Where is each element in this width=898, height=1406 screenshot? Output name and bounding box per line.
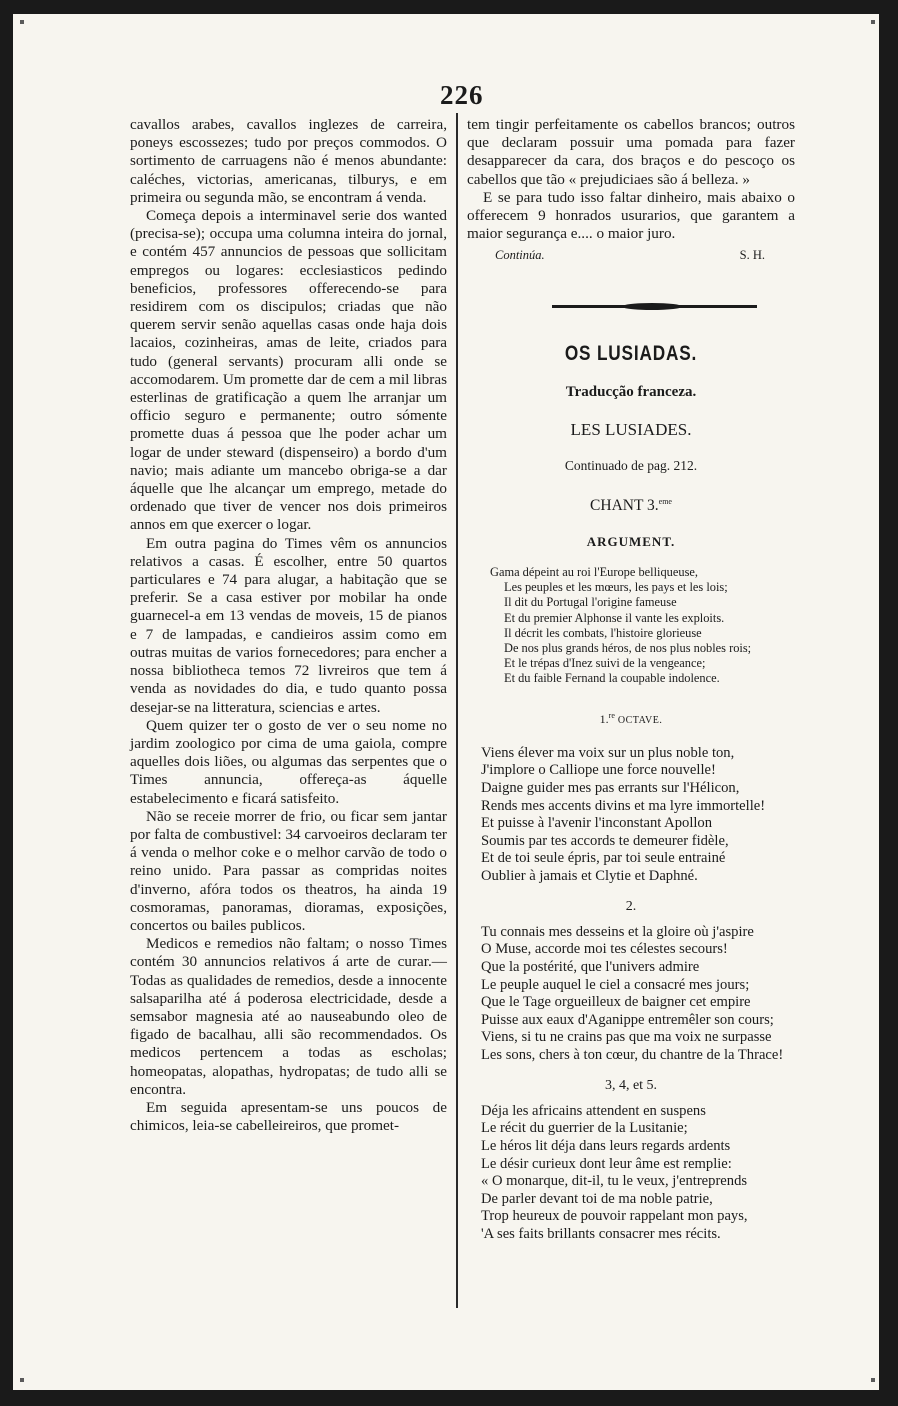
verse-line: Que la postérité, que l'univers admire: [481, 958, 700, 975]
verse-line: Les peuples et les mœurs, les pays et les lois;: [504, 580, 728, 595]
argument-heading: ARGUMENT.: [586, 533, 676, 549]
verse-line: Trop heureux de pouvoir rappelant mon pays,: [481, 1208, 748, 1225]
verse-line: Viens, si tu ne crains pas que ma voix ne surpasse: [481, 1029, 772, 1046]
article-paragraph: Em outra pagina do Times vêm os annuncios relativos a casas. É escolher, entre 50 quartos particulares e 74 para alugar, a habitação que se preferir. Se a casa estiver por mobilar ha onde guarnecel-a em 13 vendas de moveis, 15 de pianos e 7 de lampadas, e candieiros assim como em outras muitas de varios fornecedores; para encher a nossa bibliotheca temos 72 livreiros que tem á venda as novidades do dia, e tudo quanto possa desejar-se na litteratura, sciencias e artes.: [130, 534, 447, 716]
corner-mark-bottom-right: [871, 1378, 875, 1382]
verse-line: 'A ses faits brillants consacrer mes récits.: [481, 1225, 721, 1242]
verse-line: Il décrit les combats, l'histoire glorieuse: [504, 625, 702, 640]
verse-line: Puisse aux eaux d'Aganippe entremêler son cours;: [481, 1011, 774, 1028]
left-column: [130, 116, 447, 1135]
page-number: 226: [440, 80, 484, 110]
article-paragraph: Começa depois a interminavel serie dos wanted (precisa-se); occupa uma columna inteira do jornal, e contém 457 annuncios de pessoas que sollicitam empregos ou logares: ecclesiasticos pedindo beneficios, professores offerecendo-se para residirem com os discipulos; criadas que não querem servir senão aquellas casas onde haja dois lacaios, cozinheiras, amas de leite, criados para tudo (general servants) procuram alli onde se accomodarem. Um promette dar de cem a mil libras esterlinas de gratificação a quem lhe arranjar um officio seguro e permanente; outro sómente promette duas á pessoa que lhe poder achar um logar de under steward (dispenseiro) a bordo d'um navio; mais adiante um mancebo obriga-se a dar áquelle que lhe alcançar um emprego, metade do ordenado que tiver de vencer nos dois primeiros annos em que exercer o logar.: [130, 207, 447, 534]
stanza-1: [481, 745, 795, 886]
verse-line: Et du premier Alphonse il vante les exploits.: [504, 610, 725, 625]
verse-line: Et le trépas d'Inez suivi de la vengeance;: [504, 656, 706, 671]
verse-line: Et de toi seule épris, par toi seule entrainé: [481, 850, 726, 867]
verse-line: Le héros lit déja dans leurs regards ardents: [481, 1137, 731, 1154]
verse-line: Déja les africains attendent en suspens: [481, 1102, 706, 1119]
right-column: [467, 116, 795, 1243]
article-signature-line: [467, 243, 795, 264]
stanza-3-number: 3, 4, et 5.: [604, 1077, 658, 1093]
octave-heading: 1.$^{re}$ OCTAVE.: [599, 710, 663, 726]
article-paragraph: cavallos arabes, cavallos inglezes de carreira, poneys escossezes; tudo por preços commodos. O sortimento de carruagens não é menos abundante: caléches, victorias, americanas, tilburys, e em primeira ou segunda mão, se encontram á venda.: [130, 116, 447, 206]
stanza-2: [481, 924, 795, 1065]
verse-line: Les sons, chers à ton cœur, du chantre de la Thrace!: [481, 1046, 784, 1063]
verse-line: Rends mes accents divins et ma lyre immortelle!: [481, 797, 766, 814]
section-subtitle: Traducção franceza.: [565, 383, 697, 400]
verse-line: Le récit du guerrier de la Lusitanie;: [481, 1120, 688, 1137]
author-initials: S. H.: [739, 248, 765, 263]
section-ornament-rule: [552, 305, 757, 308]
verse-line: Et puisse à l'avenir l'inconstant Apollon: [481, 815, 713, 832]
verse-line: O Muse, accorde moi tes célestes secours!: [481, 941, 728, 958]
verse-line: Le peuple auquel le ciel a consacré mes jours;: [481, 976, 750, 993]
article-paragraph: Em seguida apresentam-se uns poucos de chimicos, leia-se cabelleireiros, que promet-: [130, 1098, 447, 1135]
verse-line: De nos plus grands héros, de nos plus nobles rois;: [504, 641, 752, 656]
article-paragraph: Medicos e remedios não faltam; o nosso Times contém 30 annuncios relativos á arte de curar.—Todas as qualidades de remedios, desde a innocente salsaparilha até á poderosa electricidade, desde a semsabor magnesia até ao nauseabundo oleo de figado de bacalhau, alli são recommendados. Os medicos pertencem a todas as escholas; homeopatas, alopathas, hydropatas; de tudo alli se encontra.: [130, 935, 447, 1098]
article-paragraph: Quem quizer ter o gosto de ver o seu nome no jardim zoologico por cima de uma gaiola, compre aquelles dois liões, ou algumas das serpentes que o Times annuncia, offereça-as áquelle estabelecimento e ficará satisfeito.: [130, 716, 447, 807]
verse-line: Que le Tage orgueilleux de baigner cet empire: [481, 994, 751, 1011]
corner-mark-top-right: [871, 20, 875, 24]
french-title: LES LUSIADES.: [570, 420, 692, 440]
corner-mark-top-left: [20, 20, 24, 24]
verse-line: Et du faible Fernand la coupable indolence.: [504, 671, 720, 686]
verse-line: Viens élever ma voix sur un plus noble ton,: [481, 744, 735, 761]
section-title: OS LUSIADAS.: [564, 341, 698, 365]
verse-line: J'implore o Calliope une force nouvelle!: [481, 762, 716, 779]
verse-line: Gama dépeint au roi l'Europe belliqueuse,: [490, 565, 698, 579]
continued-from: Continuado de pag. 212.: [564, 458, 698, 474]
verse-line: De parler devant toi de ma noble patrie,: [481, 1190, 713, 1207]
argument-verse: [490, 565, 795, 687]
verse-line: Tu connais mes desseins et la gloire où j'aspire: [481, 923, 754, 940]
verse-line: « O monarque, dit-il, tu le veux, j'entreprends: [481, 1173, 748, 1190]
article-paragraph: Não se receie morrer de frio, ou ficar sem jantar por falta de combustivel: 34 carvoeiros declaram ter á venda o melhor coke e o melhor carvão de todo o reino unido. Para passar as compridas noites d'inverno, afóra todos os theatros, ha ainda 19 cosmoramas, panoramas, dioramas, exposições, concertos ou bailes publicos.: [130, 807, 447, 934]
continua-label: Continúa.: [495, 248, 545, 263]
verse-line: Daigne guider mes pas errants sur l'Hélicon,: [481, 780, 740, 797]
corner-mark-bottom-left: [20, 1378, 24, 1382]
article-last-paragraph: E se para tudo isso faltar dinheiro, mais abaixo o offerecem 9 honrados usurarios, que garantem a maior segurança e.... o maior juro.: [467, 188, 795, 243]
chant-heading: CHANT 3.$^{eme}$: [590, 497, 672, 515]
stanza-3: [481, 1103, 795, 1244]
verse-line: Oublier à jamais et Clytie et Daphné.: [481, 867, 698, 884]
verse-line: Il dit du Portugal l'origine fameuse: [504, 595, 677, 610]
article-continuation: tem tingir perfeitamente os cabellos brancos; outros que declaram possuir uma pomada para fazer desapparecer da cara, dos braços e do pescoço os cabellos que tão « prejudiciaes são á belleza. »: [467, 116, 795, 188]
verse-line: Le désir curieux dont leur âme est remplie:: [481, 1155, 732, 1172]
verse-line: Soumis par tes accords te demeurer fidèle,: [481, 832, 729, 849]
stanza-2-number: 2.: [625, 898, 637, 914]
column-divider: [456, 113, 458, 1308]
